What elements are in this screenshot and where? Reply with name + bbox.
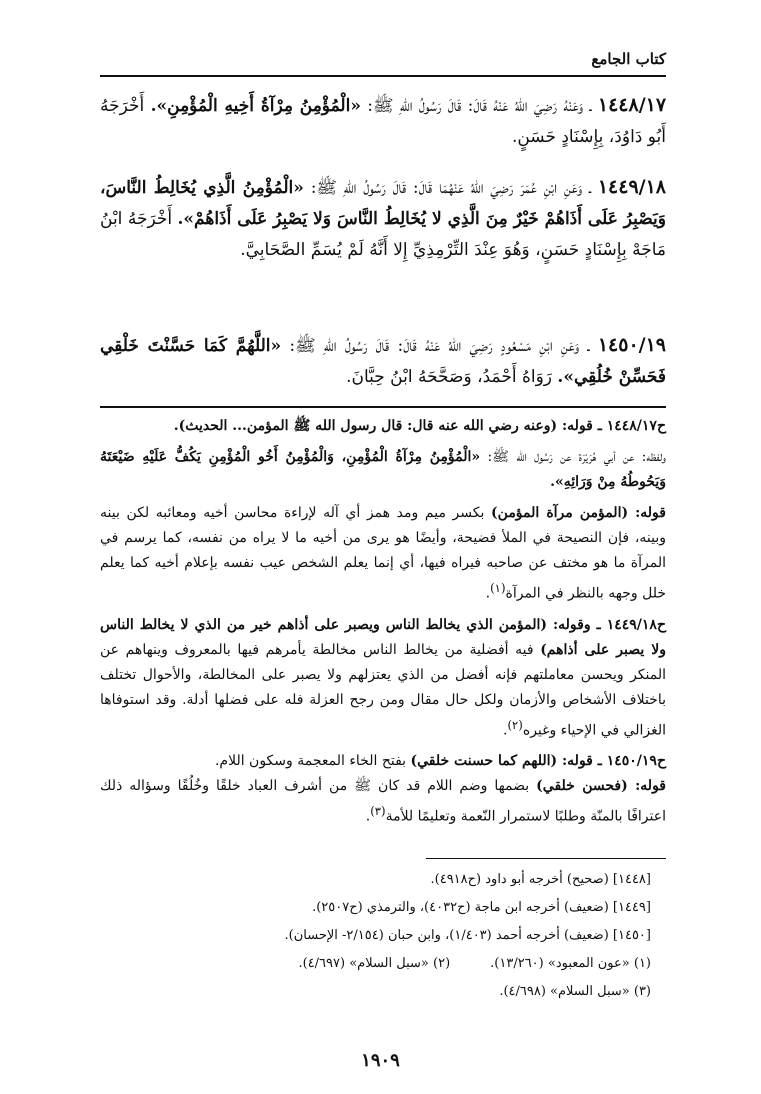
hadith-number: ١٤٤٨/١٧ [597, 94, 667, 116]
hadith-intro: ـ وَعَنِ ابْنِ عُمَرَ رَضِيَ اللهُ عَنْهُمَا قَالَ: قَالَ رَسُولُ اللهِ ﷺ: [310, 178, 592, 198]
commentary-qawl-text: بكسر ميم ومد همز أي آله لإراءة محاسن أخيه ومعائبه لكن بينه وبينه، فإن النصيحة في الملأ فضيحة، وأيضًا هو يرى من أخيه ما لا يراه من نفسه، كما يرسم في المرآة ما هو مختف عن صاحبه فيراه فيها، أي إنما يعلم الشخص عيب نفسه بإعلام أخيه كما يعلم خلل وجهه بالنظر في المرآة [100, 505, 666, 602]
commentary-1450-heading-rest: بفتح الخاء المعجمة وسكون اللام. [214, 753, 407, 770]
hadith-source: أَخْرَجَهُ ابْنُ مَاجَهْ بِإِسْنَادٍ حَسَنٍ، وَهُوَ عِنْدَ التِّرْمِذِيِّ إِلا أَنَّهُ لَمْ يُسَمِّ الصَّحَابِيَّ. [100, 209, 666, 260]
footnote-3: (٣) «سبل السلام» (٤/٦٩٨). [499, 984, 651, 999]
footnote-divider [426, 858, 666, 859]
page-number: ١٩٠٩ [361, 1050, 400, 1071]
running-header: كتاب الجامع [591, 50, 666, 68]
hadith-source: أَخْرَجَهُ أَبُو دَاوُدَ، بِإِسْنَادٍ حَسَنٍ. [100, 96, 666, 147]
footnote-1: (١) «عون المعبود» (١٣/٢٦٠). [490, 956, 651, 971]
footnote-marker: (٢) [507, 717, 523, 732]
hadith-1448 [100, 90, 666, 153]
commentary-1449-heading: ح١٤٤٩/١٨ ـ وقوله: (المؤمن الذي يخالط الناس ويصبر على أذاهم خير من الذي لا يخالط الناس ولا يصبر على أذاهم) [100, 616, 666, 658]
footnote-2: (٢) «سبل السلام» (٤/٦٩٧). [298, 956, 451, 971]
footnote-row [285, 950, 651, 978]
hadith-number: ١٤٥٠/١٩ [597, 334, 666, 356]
footnote-marker: (١) [490, 581, 506, 595]
commentary-lafz-intro: ولفظه: عن أبي هُرَيْرَة عن رَسُول الله ﷺ: [487, 449, 666, 465]
commentary-1450-label: قوله: (فحسن خلقي) [536, 778, 666, 795]
hadith-intro: ـ وَعَنْهُ رَضِيَ اللهُ عَنْهُ قَالَ: قَالَ رَسُولُ اللهِ ﷺ: [367, 96, 592, 116]
references [285, 866, 651, 1006]
hadith-source: رَوَاهُ أَحْمَدُ، وَصَحَّحَهُ ابْنُ حِبَّانَ. [346, 367, 553, 387]
hadith-intro: ـ وَعَنِ ابْنِ مَسْعُودٍ رَضِيَ اللهُ عَنْهُ قَالَ: قَالَ رَسُولُ اللهِ ﷺ: [289, 336, 590, 356]
hadith-text: «الْمُؤْمِنُ مِرْآةُ أَخِيهِ الْمُؤْمِنِ». [150, 96, 361, 116]
hadith-1450 [100, 330, 666, 393]
commentary-lafz-text: «الْمُؤْمِنُ مِرْآةُ الْمُؤْمِنِ، وَالْمُؤْمِنُ أَخُو الْمُؤْمِنِ يَكُفُّ عَلَيْهِ ضَيْعَتَهُ وَيَحُوطُهُ مِنْ وَرَائِهِ». [100, 449, 666, 490]
commentary-1448-heading: ح١٤٤٨/١٧ ـ قوله: (وعنه رضي الله عنه قال: قال رسول الله ﷺ المؤمن... الحديث). [173, 418, 666, 434]
header-divider [100, 75, 666, 77]
reference-1449: [١٤٤٩] (ضعيف) أخرجه ابن ماجة (ح٤٠٣٢)، والترمذي (ح٢٥٠٧). [312, 900, 651, 915]
section-divider [100, 406, 666, 408]
commentary-qawl-label: قوله: (المؤمن مرآة المؤمن) [491, 505, 666, 521]
commentary-1450-text: بضمها وضم اللام قد كان ﷺ من أشرف العباد خلقًا وخُلُقًا وسؤاله ذلك اعترافًا بالمنّة وطلبًا لاستمرار النّعمة وتعليمًا للأمة [100, 778, 666, 825]
hadith-text: «اللَّهُمَّ كَمَا حَسَّنْتَ خَلْقِي فَحَسِّنْ خُلُقِي». [100, 336, 666, 387]
footnote-marker: (٣) [370, 804, 386, 819]
reference-1448: [١٤٤٨] (صحيح) أخرجه أبو داود (ح٤٩١٨). [430, 872, 651, 887]
commentary-1450-heading: ح١٤٥٠/١٩ ـ قوله: (اللهم كما حسنت خلقي) [410, 753, 666, 770]
hadith-text: «الْمُؤْمِنُ الَّذِي يُخَالِطُ النَّاسَ، وَيَصْبِرُ عَلَى أَذَاهُمْ خَيْرٌ مِنَ الَّذِي لا يُخَالِطُ النَّاسَ وَلا يَصْبِرُ عَلَى أَذَاهُمْ». [100, 178, 666, 229]
hadith-1449 [100, 172, 666, 266]
commentary-1449-text: فيه أفضلية من يخالط الناس مخالطة يأمرهم فيها بالمعروف وينهاهم عن المنكر ويحسن معاملتهم فإنه أفضل من الذي يعتزلهم ولا يصبر على المخالطة، والأحوال تختلف باختلاف الأشخاص والأزمان ولكل حال مقال ومن رجح العزلة فله على فضلها أدلة. وقد استوفاها الغزالي في الإحياء وغيره [100, 641, 666, 739]
hadith-number: ١٤٤٩/١٨ [597, 176, 667, 198]
reference-1450: [١٤٥٠] (ضعيف) أخرجه أحمد (١/٤٠٣)، وابن حبان (٢/١٥٤- الإحسان). [284, 928, 651, 943]
commentary: ح١٤٤٨/١٧ ـ قوله: (وعنه رضي الله عنه قال: قال رسول الله ﷺ المؤمن... الحديث). ولفظه: عن أبي هُرَيْرَة عن رَسُول الله ﷺ: «الْمُؤْمِنُ مِرْآةُ الْمُؤْمِنِ، وَالْمُؤْمِنُ أَخُو الْمُؤْمِنِ يَكُفُّ عَلَيْهِ ضَيْعَتَهُ وَيَحُوطُهُ مِنْ وَرَائِهِ». قوله: (المؤمن مرآة المؤمن) بكسر ميم ومد همز أي آله لإراءة محاسن أخيه ومعائبه لكن بينه وبينه، فإن النصيحة في الملأ فضيحة، وأيضًا هو يرى من أخيه ما لا يراه من نفسه، كما يرسم في المرآة ما هو مختف عن صاحبه فيراه فيها، أي إنما يعلم الشخص عيب نفسه بإعلام أخيه كما يعلم خلل وجهه بالنظر في المرآة$^{(١)}$. ح١٤٤٩/١٨ ـ وقوله: (المؤمن الذي يخالط الناس ويصبر على أذاهم خير من الذي لا يخالط الناس ولا يصبر على أذاهم) فيه أفضلية من يخالط الناس مخالطة يأمرهم فيها بالمعروف وينهاهم عن المنكر ويحسن معاملتهم فإنه أفضل من الذي يعتزلهم ولا يصبر على المخالطة، والأحوال تختلف باختلاف الأشخاص والأزمان ولكل حال مقال ومن رجح العزلة فله على فضلها أدلة. وقد استوفاها الغزالي في الإحياء وغيره$^{(٢)}$. ح١٤٥٠/١٩ ـ قوله: (اللهم كما حسنت خلقي) بفتح الخاء المعجمة وسكون اللام. قوله: (فحسن خلقي) بضمها وضم اللام قد كان ﷺ من أشرف العباد خلقًا وخُلُقًا وسؤاله ذلك اعترافًا بالمنّة وطلبًا لاستمرار النّعمة وتعليمًا للأمة$^{(٣)}$. [100, 418, 666, 825]
